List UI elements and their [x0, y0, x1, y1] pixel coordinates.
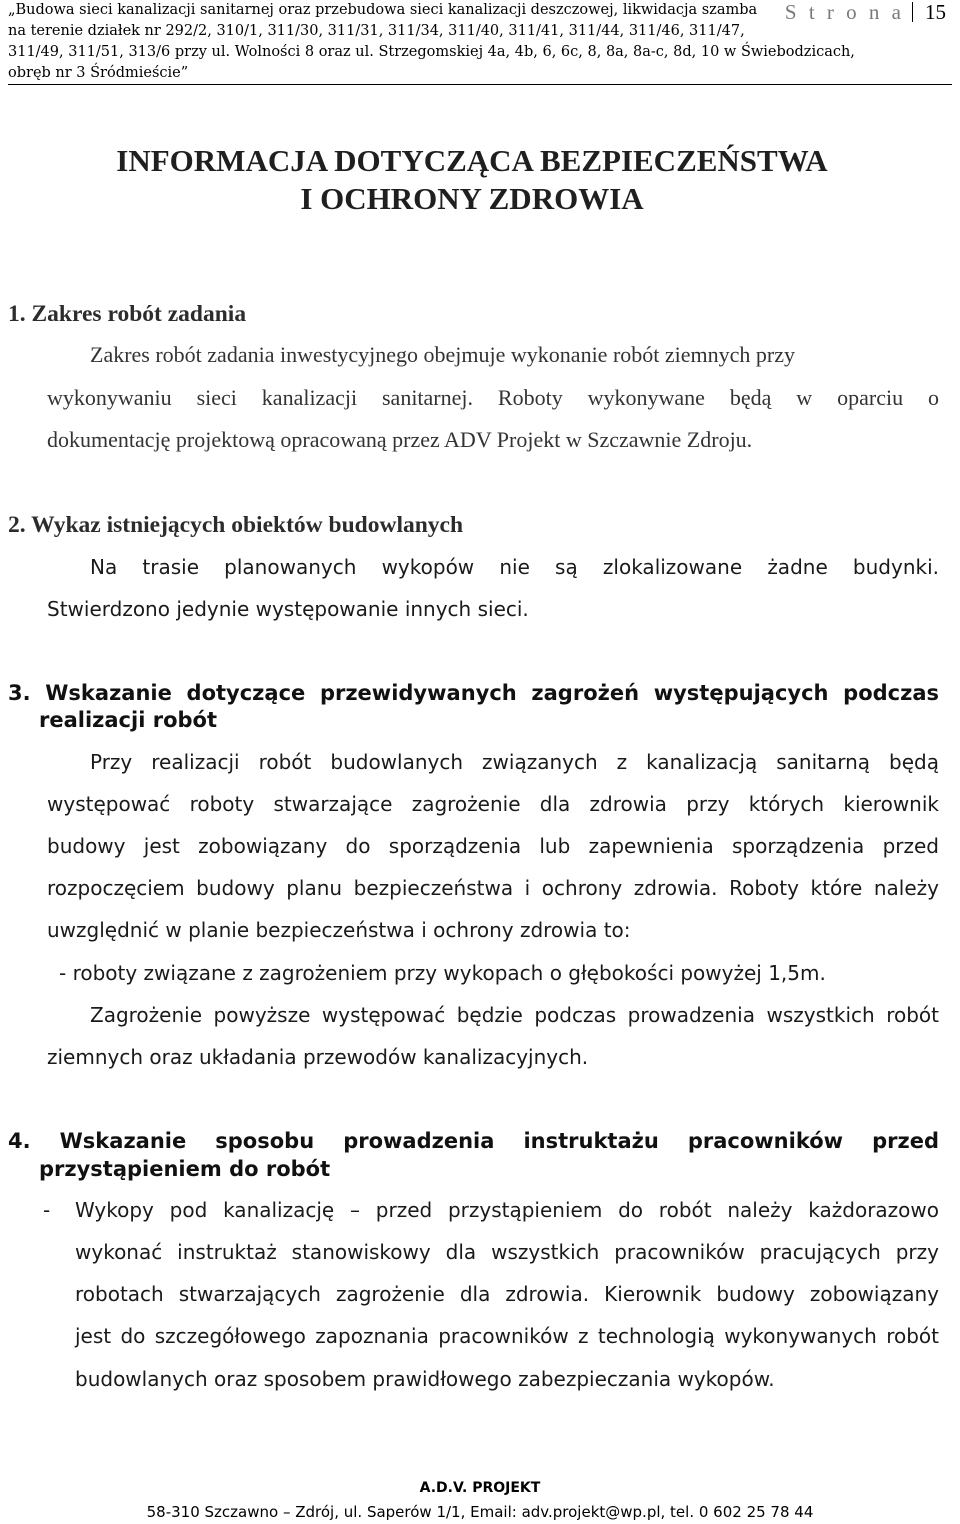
section-1-line: dokumentację projektową opracowaną przez ADV Projekt w Szczawnie Zdroju.	[47, 427, 753, 452]
section-3-line: rozpoczęciem budowy planu bezpieczeństwa i ochrony zdrowia. Roboty które należy	[47, 876, 939, 900]
section-4-line: jest do szczegółowego zapoznania pracowników z technologią wykonywanych robót	[75, 1324, 939, 1348]
section-3-list-item: - roboty związane z zagrożeniem przy wykopach o głębokości powyżej 1,5m.	[59, 961, 826, 985]
document-title-line-2: I OCHRONY ZDROWIA	[300, 181, 644, 216]
header-title-line: 311/49, 311/51, 313/6 przy ul. Wolności 8 oraz ul. Strzegomskiej 4a, 4b, 6, 6c, 8, 8a, 8a-c, 8d, 10 w Świebodzicach,	[8, 44, 855, 60]
section-3-heading: 3. Wskazanie dotyczące przewidywanych zagrożeń występujących podczas	[8, 681, 939, 705]
page-number-block	[785, 0, 946, 24]
document-title-line-1: INFORMACJA DOTYCZĄCA BEZPIECZEŃSTWA	[116, 143, 828, 178]
section-1-heading: 1. Zakres robót zadania	[8, 301, 247, 327]
section-4-line: Wykopy pod kanalizację – przed przystąpieniem do robót należy każdorazowo	[75, 1198, 939, 1222]
footer-company: A.D.V. PROJEKT	[419, 1480, 541, 1496]
header-title-line: na terenie działek nr 292/2, 310/1, 311/30, 311/31, 311/34, 311/40, 311/41, 311/44, 311/46, 311/47,	[8, 23, 745, 39]
section-3-line: ziemnych oraz układania przewodów kanalizacyjnych.	[47, 1045, 589, 1069]
header-title-line: „Budowa sieci kanalizacji sanitarnej oraz przebudowa sieci kanalizacji deszczowej, likwidacja szamba	[8, 2, 758, 18]
page-header	[8, 0, 952, 85]
section-3-line: uwzględnić w planie bezpieczeństwa i ochrony zdrowia to:	[47, 918, 631, 942]
section-1-text: Zakres robót zadania inwestycyjnego obejmuje wykonanie robót ziemnych przy	[90, 342, 795, 367]
section-4-line: wykonać instruktaż stanowiskowy dla wszystkich pracowników pracujących przy	[75, 1240, 939, 1264]
page-number: 15	[925, 0, 946, 24]
section-3-line: budowy jest zobowiązany do sporządzenia lub zapewnienia sporządzenia przed	[47, 834, 939, 858]
header-title-line: obręb nr 3 Śródmieście”	[8, 65, 189, 81]
section-4-heading-cont: przystąpieniem do robót	[39, 1157, 331, 1181]
page-label: S t r o n a	[784, 0, 905, 24]
section-4-line: robotach stwarzających zagrożenie dla zdrowia. Kierownik budowy zobowiązany	[75, 1282, 939, 1306]
section-4-bullet: -	[43, 1198, 51, 1222]
section-3-line: Zagrożenie powyższe występować będzie podczas prowadzenia wszystkich robót	[90, 1003, 939, 1027]
section-4-line: budowlanych oraz sposobem prawidłowego zabezpieczania wykopów.	[75, 1367, 775, 1391]
section-4-heading: 4. Wskazanie sposobu prowadzenia instruktażu pracowników przed	[8, 1129, 939, 1153]
section-3-heading-cont: realizacji robót	[39, 708, 217, 732]
section-2-line: Na trasie planowanych wykopów nie są zlokalizowane żadne budynki.	[90, 555, 939, 579]
section-3-line: występować roboty stwarzające zagrożenie dla zdrowia przy których kierownik	[47, 792, 939, 816]
section-1-line	[90, 342, 939, 368]
footer-address: 58-310 Szczawno – Zdrój, ul. Saperów 1/1, Email: adv.projekt@wp.pl, tel. 0 602 25 78 44	[146, 1503, 814, 1521]
page-separator	[912, 2, 913, 22]
section-3-line: Przy realizacji robót budowlanych związanych z kanalizacją sanitarną będą	[90, 750, 939, 774]
section-2-line: Stwierdzono jedynie występowanie innych sieci.	[47, 597, 529, 621]
section-1-line: wykonywaniu sieci kanalizacji sanitarnej. Roboty wykonywane będą w oparciu o	[47, 385, 939, 410]
section-2-heading: 2. Wykaz istniejących obiektów budowlanych	[8, 512, 464, 538]
